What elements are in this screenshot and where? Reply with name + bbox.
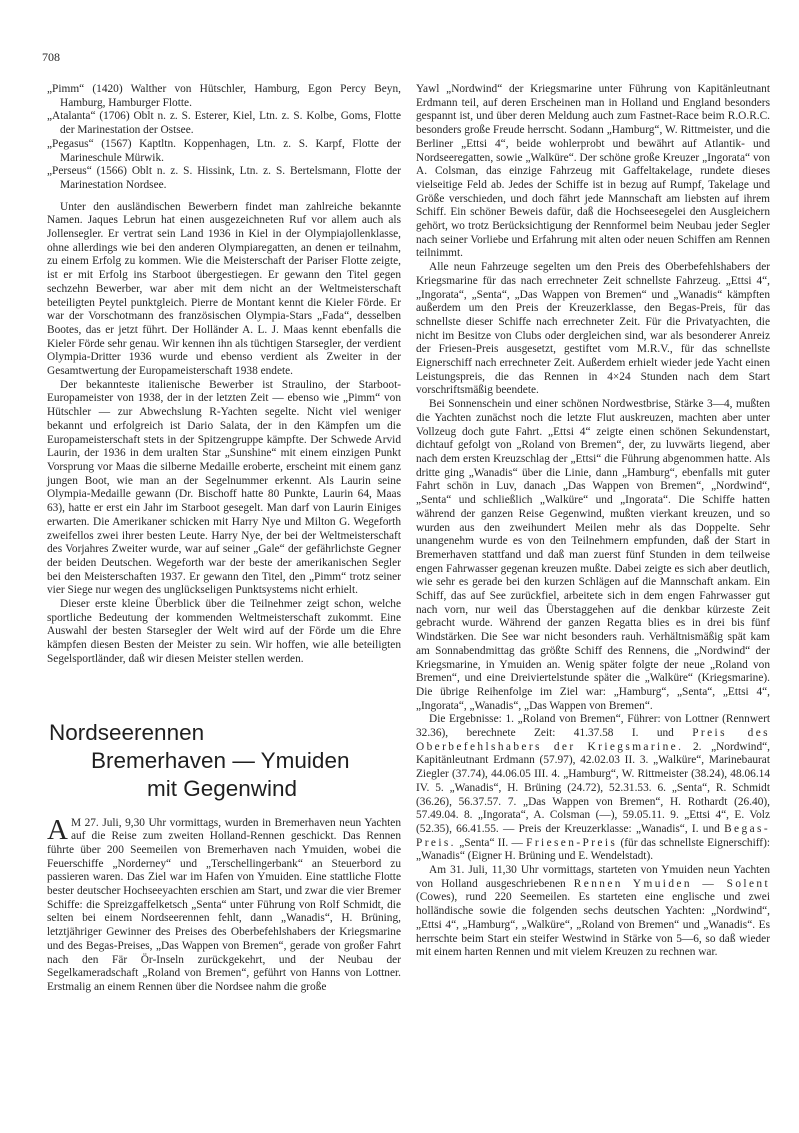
paragraph-race-report: Bei Sonnenschein und einer schönen Nordwestbrise, Stärke 3—4, mußten die Yachten zunächst noch die letzte Flut auskreuzen, machten aber unter Vollzeug doch gute Fahrt. „Ettsi 4“ zeigte einen schönen Sekundenstart, dichtauf gefolgt von „Roland von Bremen“, der, zu luvwärts liegend, aber nach dem ersten Kreuzschlag der „Ettsi“ die Führung abgenommen hatte. Als dritte ging „Wanadis“ über die Linie, dann „Hamburg“, ebenfalls mit guter Fahrt schön in Luv, danach „Das Wappen von Bremen“, „Nordwind“, „Senta“ und schließlich „Walküre“ und „Ingorata“. Die Schiffe hatten während der ganzen Reise Gegenwind, mußten vierkant kreuzen, und so wurden aus den zweihundert Meilen mehr als das Doppelte. Sehr unangenehm wurde es von den Teilnehmern empfunden, daß der Start in Bremerhaven stattfand und daß man zuerst fünf Stunden in dem teilweise engen Fahrwasser gegenan kreuzen mußte. Dabei zeigte es sich aber deutlich, wie sehr es gerade bei den kurzen Schlägen auf die Mannschaft ankam. Ein Schiff, das auf See zurückfiel, arbeitete sich in dem engen Fahrwasser gut nach vorn, nur weil das Überstaggehen auf die denkbar kürzeste Zeit gebracht wurde. Während der ganzen Regatta blies es in drei bis fünf Windstärken. Die See war nicht besonders rauh. Verhältnismäßig spät kam am Sonnabendmittag das größte Schiff des Rennens, die „Nordwind“ der Kriegsmarine, in Ymuiden an. Wenig später folgte der neue „Roland von Bremen“, und eine Dreiviertelstunde später die „Walküre“ (Kriegsmarine). Die übrige Reihenfolge im Ziel war: „Hamburg“, „Senta“, „Ettsi 4“, „Ingorata“, „Wanadis“, „Das Wappen von Bremen“. <box>416 398 770 712</box>
friesen-prize: Friesen-Preis <box>526 836 618 849</box>
begas-prize: Begas-Preis. <box>416 822 770 849</box>
prize-heading: Preis des Oberbefehlshabers der Kriegsmarine. <box>416 727 770 753</box>
paragraph-foreign-bidders: Unter den ausländischen Bewerbern findet man zahlreiche bekannte Namen. Jaques Lebrun hat einen ausgezeichneten Ruf vor allem auch als Jollensegler. Er vertrat sein Land 1936 in Kiel in der Olympiajollenklasse, ohne allerdings wie bei den anderen Olympiaregatten, an denen er teilnahm, zu einem Erfolg zu kommen. Wie die Meisterschaft der Pariser Flotte zeigte, ist er mit Erfolg ins Starboot übergestiegen. Er gewann den Titel gegen sechzehn Bewerber, war aber mit dem nicht an der Weltmeisterschaft beteiligten Peytel punktgleich. Pierre de Montant kennt die Kieler Förde. Er war der Vorschotmann des französischen Olympia-Stars „Fada“, desselben Bootes, das er jetzt führt. Der Holländer A. L. J. Maas kennt ebenfalls die Kieler Förde sehr genau. Wir kennen ihn als tüchtigen Starsegler, der verdient Olympia-Dritter 1936 wurde und ebenso verdient als Zweiter in der Gesamtwertung der Europameisterschaft 1938 endete. <box>47 200 401 378</box>
friesen-suffix: (für das schnellste Eignerschiff): „Wanadis“ (Eigner H. Brüning und E. Wendelstadt). <box>416 836 770 863</box>
heading-line-2: Bremerhaven — Ymuiden <box>91 747 350 773</box>
solent-part-2: (Cowes), rund 220 Seemeilen. Es starteten eine englische und zwei holländische sowie die folgenden sechs deutschen Yachten: „Nordwind“, „Ettsi 4“, „Hamburg“, „Walküre“, „Roland von Bremen“ und „Wanadis“. Es herrschte beim Start ein steifer Westwind in Stärke von 5—6, so daß wieder mit einem harten Rennen und mit vielem Kreuzen zu rechnen war. <box>416 891 770 959</box>
spacer <box>47 193 401 201</box>
friesen-prefix: „Senta“ II. — <box>459 836 523 849</box>
paragraph-prizes: Alle neun Fahrzeuge segelten um den Preis des Oberbefehlshabers der Kriegsmarine für das nach errechneter Zeit schnellste Fahrzeug. „Ettsi 4“, „Ingorata“, „Senta“, „Das Wappen von Bremen“ und „Wanadis“ kämpften außerdem um den Preis der Kreuzerklasse, den Begas-Preis, für das schnellste dieser Schiffe nach errechneter Zeit. Für die Privatyachten, die nicht im Besitze von Clubs oder dergleichen sind, war als besonderer Anreiz der Friesen-Preis ausgesetzt, gestiftet vom M.R.V., für das schnellste Eignerschiff nach errechneter Zeit. Außerdem erhielt wieder jede Yacht einen Leistungspreis, die das Rennen in 4×24 Stunden nach dem Start vorschriftsmäßig beendete. <box>416 261 770 397</box>
results-intro: Die Ergebnisse: 1. „Roland von Bremen“, Führer: von Lottner (Rennwert 32.36), berechnete Zeit: 41.37.58 I. und <box>416 713 770 740</box>
paragraph-overview: Dieser erste kleine Überblick über die Teilnehmer zeigt schon, welche sportliche Bedeutung der kommenden Weltmeisterschaft zukommt. Eine Auswahl der besten Starsegler der Welt wird auf der Förde um die Ehre kämpfen diesen Besten der Meister zu sein. Wir hoffen, wie alle beteiligten Segelsportländer, daß wir diesen Meister stellen werden. <box>47 598 401 665</box>
results-list: 2. „Nordwind“, Kapitänleutnant Erdmann (57.97), 42.02.03 II. 3. „Walküre“, Marinebaurat Ziegler (37.74), 44.06.05 III. 4. „Hamburg“, W. Rittmeister (38.24), 48.06.14 IV. 5. „Wanadis“, H. Brüning (24.72), 52.31.53. 6. „Senta“, R. Schmidt (36.26), 56.37.57. 7. „Das Wappen von Bremen“, H. Rothardt (26.40), 57.49.04. 8. „Ingorata“, A. Colsman (—), 59.05.11. 9. „Ettsi 4“, E. Volz (52.35), 66.41.55. — Preis der Kreuzerklasse: „Wanadis“, I. und <box>416 740 770 835</box>
entry-pimm: „Pimm“ (1420) Walther von Hütschler, Hamburg, Egon Percy Beyn, Hamburg, Hamburger Flotte. <box>47 83 401 109</box>
solent-part-1: Am 31. Juli, 11,30 Uhr vormittags, starteten von Ymuiden neun Yachten von Holland ausgeschriebenen <box>416 864 770 890</box>
heading-line-1: Nordseerennen <box>49 719 205 745</box>
left-column <box>47 83 401 995</box>
entry-perseus: „Perseus“ (1566) Oblt n. z. S. Hissink, Ltn. z. S. Bertelsmann, Flotte der Marinestation Nordsee. <box>47 165 401 191</box>
article-heading <box>47 719 401 803</box>
entry-atalanta: „Atalanta“ (1706) Oblt n. z. S. Esterer, Kiel, Ltn. z. S. Kolbe, Goms, Flotte der Marinestation der Ostsee. <box>47 110 401 137</box>
right-column <box>416 83 770 960</box>
drop-cap: A <box>47 813 68 846</box>
article-first-paragraph-text: M 27. Juli, 9,30 Uhr vormittags, wurden in Bremerhaven neun Yachten auf die Reise zum zweiten Holland-Rennen geschickt. Das Rennen führte über 200 Seemeilen von Bremerhaven nach Ymuiden, wobei die Feuerschiffe „Norderney“ und „Terschellingerbank“ an Steuerbord zu passieren waren. Das Ziel war im Hafen von Ymuiden. Eine stattliche Flotte bester deutscher Hochseeyachten erschien am Start, und zwar die vier Bremer Schiffe: die Spreizgaffelketsch „Senta“ unter Führung von Rolf Schmidt, die selten bei einem Nordseerennen fehlt, dann „Wanadis“, H. Brüning, letztjähriger Gewinner des Preises des Oberbefehlshabers der Kriegsmarine und des Begas-Preises, „Das Wappen von Bremen“, gerade von großer Fahrt nach den Fär Ör-Inseln zurückgekehrt, und der Neubau der Segelkameradschaft „Roland von Bremen“, geführt von Hanns von Lottner. Erstmalig an einem Rennen über die Nordsee nahm die große <box>47 816 401 993</box>
article-first-paragraph <box>47 813 401 995</box>
paragraph-results <box>416 713 770 864</box>
paragraph-italian-bidders: Der bekannteste italienische Bewerber ist Straulino, der Starboot-Europameister von 1938, der in der letzten Zeit — ebenso wie „Pimm“ von Hütschler — zur Abwechslung R-Yachten segelte. Nicht viel weniger bekannt und erfolgreich ist Dario Salata, der in den Kämpfen um die Europameisterschaft stets in der Spitzengruppe kämpfte. Der Schwede Arvid Laurin, der 1936 in dem uralten Star „Sunshine“ mit einem einzigen Punkt Vorsprung vor Maas die silberne Medaille eroberte, erscheint mit einem ganz jungen Boot, wie man an der Segelnummer erkennt. Als Laurin seine Olympia-Medaille gewann (Dr. Bischoff hatte 80 Punkte, Laurin 64, Maas 63), hatte er erst ein Jahr im Starboot gesegelt. Man darf von Laurin Einiges erwarten. Die Amerikaner schicken mit Harry Nye und Milton G. Wegeforth zweifellos zwei ihrer besten Leute. Harry Nye, der bei der Weltmeisterschaft des Vorjahres Zweiter wurde, war auf seiner „Gale“ der gefährlichste Gegner der beiden Deutschen. Wegeforth war der beste der amerikanischen Segler bei den Meisterschaften 1937. Er gewann den Titel, den „Pimm“ trotz seiner vier Siege nur wegen des unglückseligen Punktsystems nicht erhielt. <box>47 378 401 597</box>
page-number: 708 <box>42 50 60 64</box>
paragraph-solent-race <box>416 864 770 960</box>
paragraph-continued: Yawl „Nordwind“ der Kriegsmarine unter Führung von Kapitänleutnant Erdmann teil, auf deren Erscheinen man in Holland und England besonders gespannt ist, und über deren Meldung auch zum Fastnet-Race beim R.O.R.C. besonders große Freude herrscht. Sodann „Hamburg“, W. Rittmeister, und die Berliner „Ettsi 4“, beide wohlerprobt und bewährt auf Atlantik- und Nordseeregatten, sowie „Walküre“. Der schöne große Kreuzer „Ingorata“ von A. Colsman, das einzige Fahrzeug mit Gaffeltakelage, rundete dieses vielseitige Feld ab. Jedes der Schiffe ist in bezug auf Rumpf, Takelage und Größe verschieden, und doch fährt jede Mannschaft am liebsten auf ihrem Schiff. Ein schöner Beweis dafür, daß die Hochseesegelei den Ausgleichern gehört, wo trotz Berücksichtigung der Rennformel beim Neubau jeder Segler nach seiner Vorliebe und Erfahrung mit alten oder neuen Schiffen am Rennen teilnimmt. <box>416 83 770 260</box>
solent-race-name: Rennen Ymuiden — Solent <box>573 877 770 890</box>
entry-pegasus: „Pegasus“ (1567) Kaptltn. Koppenhagen, Ltn. z. S. Karpf, Flotte der Marineschule Mürwik. <box>47 137 401 164</box>
heading-line-3: mit Gegenwind <box>147 775 298 801</box>
